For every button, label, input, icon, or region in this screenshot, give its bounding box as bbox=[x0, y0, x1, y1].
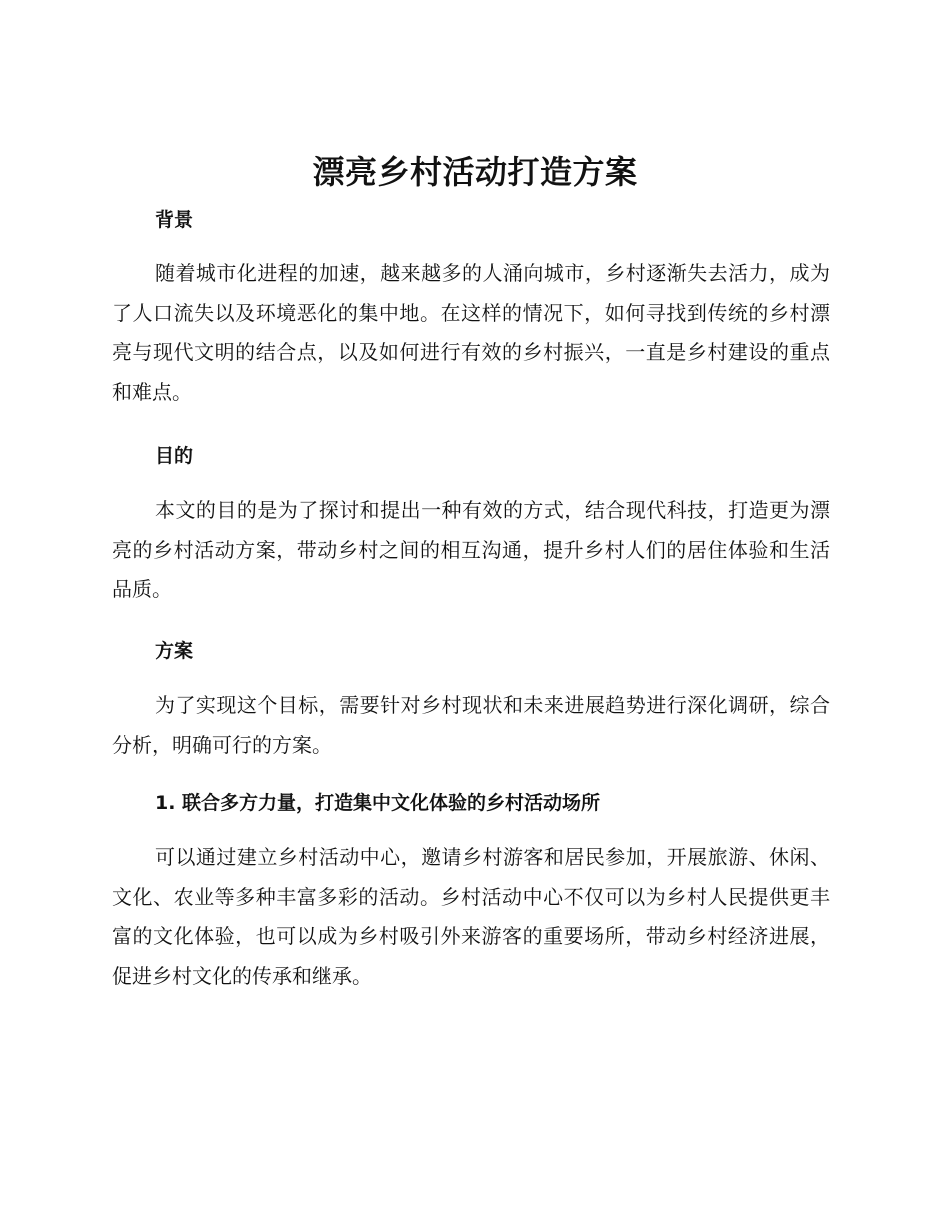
section-paragraph-background: 随着城市化进程的加速，越来越多的人涌向城市，乡村逐渐失去活力，成为了人口流失以及环境恶化的集中地。在这样的情况下，如何寻找到传统的乡村漂亮与现代文明的结合点，以及如何进行有效的乡村振兴，一直是乡村建设的重点和难点。 bbox=[112, 261, 830, 404]
section-heading-purpose: 目的 bbox=[155, 445, 194, 467]
section-heading-background: 背景 bbox=[155, 209, 194, 231]
document-title: 漂亮乡村活动打造方案 bbox=[312, 153, 638, 191]
section-paragraph-plan: 为了实现这个目标，需要针对乡村现状和未来进展趋势进行深化调研，综合分析，明确可行的方案。 bbox=[112, 693, 830, 757]
section-heading-plan-item-1: 1. 联合多方力量，打造集中文化体验的乡村活动场所 bbox=[155, 792, 601, 814]
section-paragraph-purpose: 本文的目的是为了探讨和提出一种有效的方式，结合现代科技，打造更为漂亮的乡村活动方案，带动乡村之间的相互沟通，提升乡村人们的居住体验和生活品质。 bbox=[112, 498, 830, 601]
section-paragraph-plan-item-1: 可以通过建立乡村活动中心，邀请乡村游客和居民参加，开展旅游、休闲、文化、农业等多种丰富多彩的活动。乡村活动中心不仅可以为乡村人民提供更丰富的文化体验，也可以成为乡村吸引外来游客的重要场所，带动乡村经济进展，促进乡村文化的传承和继承。 bbox=[112, 845, 830, 988]
section-heading-plan: 方案 bbox=[155, 640, 194, 662]
